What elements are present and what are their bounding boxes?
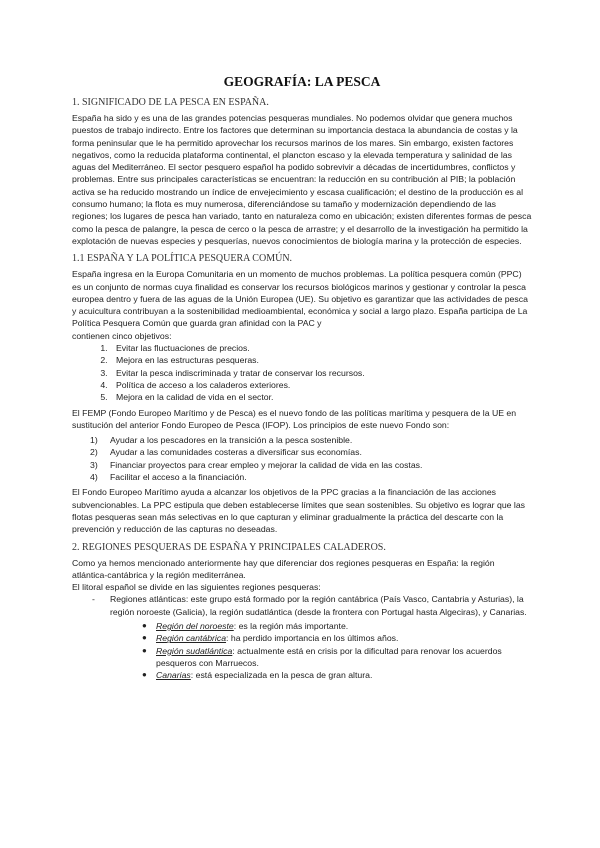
list-item [90, 459, 532, 471]
region-name: Región cantábrica [156, 633, 227, 644]
list-item: 3. Evitar la pesca indiscriminada y tratar de conservar los recursos. [110, 367, 532, 379]
list-item [142, 620, 532, 632]
bullet-icon: ● [142, 620, 147, 630]
list-item: 1. Evitar las fluctuaciones de precios. [110, 342, 532, 354]
ppc-paragraph: España ingresa en la Europa Comunitaria en un momento de muchos problemas. La política pesquera común (PPC) es un conjunto de normas cuya finalidad es conservar los recursos biológicos marinos y gestionar y controlar la pesca europea dentro y fuera de las aguas de la Unión Europea (UE). Su objetivo es garantizar que las actividades de pesca y acuicultura contribuyan a la sostenibilidad medioambiental, económica y social a largo plazo. España participa de La Política Pesquera Común que guarda gran afinidad con la PAC y [72, 269, 528, 329]
region-desc: : es la región más importante. [233, 620, 349, 631]
closing-paragraph: El Fondo Europeo Marítimo ayuda a alcanzar los objetivos de la PPC gracias a la financiación de las acciones subvencionables. La PPC estipula que deben establecerse límites que sean sostenibles. Su objetivo es lograr que las flotas pesqueras sean más selectivas en lo que capturan y eliminar gradualmente la práctica del descarte con la prevención y reducción de las capturas no deseadas. [72, 487, 525, 535]
litoral-paragraph: El litoral español se divide en las siguientes regiones pesqueras: [72, 582, 321, 593]
region-desc: : está especializada en la pesca de gran altura. [190, 670, 373, 681]
list-item [142, 632, 532, 644]
list-item [142, 645, 532, 670]
section-1-paragraph: España ha sido y es una de las grandes potencias pesqueras mundiales. No podemos olvidar que genera muchos puestos de trabajo indirecto. Entre los factores que determinan su importancia destaca la abundancia de costas y la forma peninsular que le ha permitido aprovechar los recursos marinos de los mares. Sin embargo, existen factores negativos, como la reducida plataforma continental, el plancton escaso y la elevada temperatura y salinidad de las aguas del Mediterráneo. El sector pesquero español ha podido sobrevivir a décadas de incertidumbres, conflictos y problemas. Entre sus principales características se encuentran: la reducción en su contribución al PIB; la población activa se ha reducido mostrando un índice de envejecimiento y escasa cualificación; el destino de la producción es al consumo humano; la flota es muy numerosa, diferenciándose su tamaño y modernización dependiendo de las regiones; los lugares de pesca han variado, tanto en naturaleza como en ubicación; existen diferentes formas de pesca como la pesca de palangre, la pesca de cerco o la pesca de arrastre; y el desarrollo de la investigación ha permitido la explotación de nuevas especies y pesquerías, nuevos conocimientos de biología marina y la protección de especies. [72, 113, 532, 246]
bullet-icon: ● [142, 645, 147, 655]
list-text: Ayudar a las comunidades costeras a diversificar sus economías. [110, 447, 362, 458]
region-name: Región del noroeste [156, 620, 234, 631]
list-number: 1) [90, 435, 98, 446]
list-number: 2) [90, 447, 98, 458]
section-heading-1: 1. SIGNIFICADO DE LA PESCA EN ESPAÑA. [72, 97, 269, 108]
regions-paragraph: Como ya hemos mencionado anteriormente hay que diferenciar dos regiones pesqueras en España: la región atlántica-cantábrica y la región mediterránea. [72, 557, 495, 580]
region-desc: : actualmente está en crisis por la dificultad para renovar los acuerdos pesqueros con Marruecos. [156, 645, 502, 668]
list-item [90, 446, 532, 458]
atlantic-item [72, 593, 532, 618]
document-title: GEOGRAFÍA: LA PESCA [223, 74, 381, 89]
objectives-intro: contienen cinco objetivos: [72, 330, 172, 341]
section-heading-1-1: 1.1 ESPAÑA Y LA POLÍTICA PESQUERA COMÚN. [72, 253, 293, 265]
region-name: Canarias [156, 670, 191, 681]
list-item [90, 434, 532, 446]
bullet-icon: ● [142, 670, 147, 680]
region-desc: : ha perdido importancia en los últimos años. [226, 633, 399, 644]
list-text: Ayudar a los pescadores en la transición a la pesca sostenible. [110, 435, 353, 446]
list-item: 4. Política de acceso a los caladeros exteriores. [110, 379, 532, 391]
regions-list [72, 620, 532, 681]
list-item: 2. Mejora en las estructuras pesqueras. [110, 354, 532, 366]
list-item [90, 471, 532, 483]
bullet-icon: ● [142, 633, 147, 643]
list-item [142, 669, 532, 681]
dash-marker: - [92, 594, 95, 605]
list-item: 5. Mejora en la calidad de vida en el sector. [110, 391, 532, 403]
list-number: 4) [90, 472, 98, 483]
list-text: Financiar proyectos para crear empleo y mejorar la calidad de vida en las costas. [110, 459, 423, 470]
atlantic-text: Regiones atlánticas: este grupo está formado por la región cantábrica (País Vasco, Cantabria y Asturias), la región noroeste (Galicia), la región sudatlántica (desde la frontera con Portugal hasta Algeciras), y Canarias. [110, 594, 527, 617]
list-number: 3) [90, 459, 98, 470]
principles-list [72, 434, 532, 483]
femp-paragraph: El FEMP (Fondo Europeo Marítimo y de Pesca) es el nuevo fondo de las políticas marítima y pesquera de la UE en sustitución del anterior Fondo Europeo de Pesca (IFOP). Los principios de este nuevo Fondo son: [72, 407, 517, 430]
region-name: Región sudatlántica [156, 645, 233, 656]
document-page [72, 74, 532, 681]
section-heading-2: 2. REGIONES PESQUERAS DE ESPAÑA Y PRINCIPALES CALADEROS. [72, 541, 386, 553]
list-text: Facilitar el acceso a la financiación. [110, 472, 247, 483]
objectives-list [72, 342, 532, 403]
